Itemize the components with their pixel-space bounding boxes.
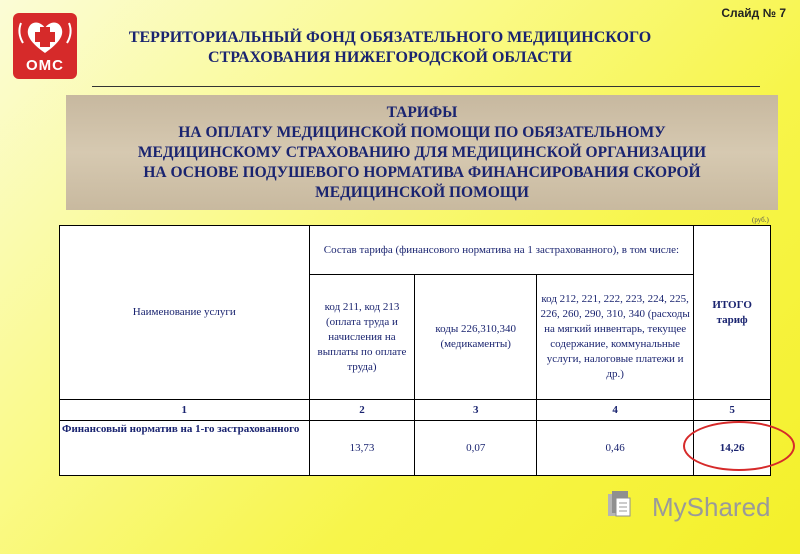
column-number: 3 <box>415 400 537 421</box>
tariff-table <box>59 225 771 476</box>
subheader-other-expenses: код 212, 221, 222, 223, 224, 225, 226, 260, 290, 310, 340 (расходы на мягкий инвентарь, текущее содержание, коммунальные услуги, налоговые платежи и др.) <box>537 275 694 400</box>
value-total-tariff: 14,26 <box>694 421 771 476</box>
watermark <box>606 490 771 524</box>
column-number: 4 <box>537 400 694 421</box>
value-medicines: 0,07 <box>415 421 537 476</box>
column-number: 5 <box>694 400 771 421</box>
organization-title-line: СТРАХОВАНИЯ НИЖЕГОРОДСКОЙ ОБЛАСТИ <box>208 49 572 66</box>
subheader-labor: код 211, код 213 (оплата труда и начисления на выплаты по оплате труда) <box>309 275 415 400</box>
value-other-expenses: 0,46 <box>537 421 694 476</box>
table-row <box>60 421 771 476</box>
value-labor: 13,73 <box>309 421 415 476</box>
banner-line: НА ОСНОВЕ ПОДУШЕВОГО НОРМАТИВА ФИНАНСИРОВАНИЯ СКОРОЙ <box>143 163 701 181</box>
watermark-text: MyShared <box>652 491 771 522</box>
row-label: Финансовый норматив на 1-го застрахованного <box>60 421 310 476</box>
column-number: 2 <box>309 400 415 421</box>
slide-number: Слайд № 7 <box>721 6 786 20</box>
banner-line: НА ОПЛАТУ МЕДИЦИНСКОЙ ПОМОЩИ ПО ОБЯЗАТЕЛЬНОМУ <box>178 123 666 141</box>
table-header-row <box>60 226 771 275</box>
banner-line: МЕДИЦИНСКОМУ СТРАХОВАНИЮ ДЛЯ МЕДИЦИНСКОЙ ОРГАНИЗАЦИИ <box>137 143 707 161</box>
banner-line: МЕДИЦИНСКОЙ ПОМОЩИ <box>315 183 529 201</box>
service-name-header: Наименование услуги <box>60 226 310 400</box>
presentation-logo-icon <box>606 490 646 524</box>
total-tariff-header: ИТОГО тариф <box>694 226 771 400</box>
column-number-row <box>60 400 771 421</box>
oms-logo <box>13 13 77 79</box>
logo-text: ОМС <box>26 57 64 74</box>
banner-line: ТАРИФЫ <box>386 103 458 121</box>
currency-unit-note: (руб.) <box>752 216 769 224</box>
title-divider <box>92 86 760 87</box>
tariff-title-banner <box>66 95 778 210</box>
organization-title <box>90 28 690 68</box>
organization-title-line: ТЕРРИТОРИАЛЬНЫЙ ФОНД ОБЯЗАТЕЛЬНОГО МЕДИЦИНСКОГО <box>128 29 652 46</box>
subheader-medicines: коды 226,310,340 (медикаменты) <box>415 275 537 400</box>
total-highlight-circle <box>683 421 795 471</box>
column-number: 1 <box>60 400 310 421</box>
composition-header: Состав тарифа (финансового норматива на 1 застрахованного), в том числе: <box>309 226 694 275</box>
